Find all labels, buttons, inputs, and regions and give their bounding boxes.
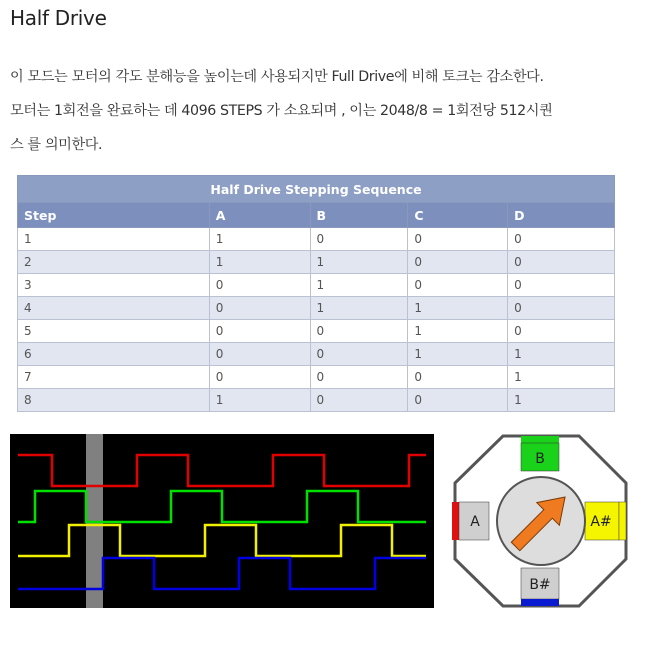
table-row bbox=[18, 251, 615, 274]
coil-b-pole bbox=[521, 436, 559, 443]
table-cell: 1 bbox=[408, 343, 508, 366]
table-cell: 0 bbox=[209, 320, 310, 343]
table-caption: Half Drive Stepping Sequence bbox=[18, 176, 615, 203]
coil-a-pole bbox=[452, 502, 459, 540]
table-cell: 0 bbox=[310, 389, 408, 412]
paragraph-line: 이 모드는 모터의 각도 분해능을 높이는데 사용되지만 Full Drive에 비해 토크는 감소한다. bbox=[10, 69, 544, 85]
paragraph-line: 모터는 1회전을 완료하는 데 4096 STEPS 가 소요되며 , 이는 2048/8 = 1회전당 512시퀀 bbox=[10, 103, 553, 119]
column-header-step: Step bbox=[18, 203, 210, 228]
table-row bbox=[18, 320, 615, 343]
table-row bbox=[18, 366, 615, 389]
table-cell: 7 bbox=[18, 366, 210, 389]
column-header-b: B bbox=[310, 203, 408, 228]
table-row bbox=[18, 228, 615, 251]
stepping-sequence-table bbox=[17, 175, 615, 412]
table-cell: 0 bbox=[508, 251, 615, 274]
table-cell: 1 bbox=[408, 297, 508, 320]
coil-b-sharp bbox=[521, 568, 559, 606]
table-cell: 0 bbox=[209, 274, 310, 297]
table-cell: 1 bbox=[209, 389, 310, 412]
table-cell: 6 bbox=[18, 343, 210, 366]
table-cell: 1 bbox=[310, 297, 408, 320]
table-cell: 0 bbox=[310, 228, 408, 251]
coil-a-sharp bbox=[585, 502, 626, 540]
coil-b-sharp-label: B# bbox=[529, 577, 551, 593]
coil-a-sharp-label: A# bbox=[590, 514, 612, 530]
table-row bbox=[18, 297, 615, 320]
column-header-c: C bbox=[408, 203, 508, 228]
table-cell: 0 bbox=[508, 320, 615, 343]
coil-b-label: B bbox=[535, 451, 545, 467]
table-cell: 5 bbox=[18, 320, 210, 343]
table-cell: 4 bbox=[18, 297, 210, 320]
table-cell: 0 bbox=[408, 274, 508, 297]
table-cell: 0 bbox=[508, 297, 615, 320]
table-cell: 0 bbox=[408, 366, 508, 389]
page-title: Half Drive bbox=[10, 6, 107, 30]
table-cell: 1 bbox=[508, 343, 615, 366]
motor-diagram bbox=[451, 434, 631, 608]
table-cell: 1 bbox=[310, 274, 408, 297]
table-header-row bbox=[18, 203, 615, 228]
column-header-a: A bbox=[209, 203, 310, 228]
column-header-d: D bbox=[508, 203, 615, 228]
table-cell: 0 bbox=[408, 389, 508, 412]
table-cell: 1 bbox=[209, 251, 310, 274]
description-paragraph bbox=[10, 60, 650, 162]
table-row bbox=[18, 343, 615, 366]
table-cell: 0 bbox=[310, 343, 408, 366]
table-cell: 0 bbox=[508, 274, 615, 297]
table-cell: 1 bbox=[18, 228, 210, 251]
table-cell: 8 bbox=[18, 389, 210, 412]
table-cell: 1 bbox=[408, 320, 508, 343]
table-cell: 0 bbox=[310, 320, 408, 343]
paragraph-line: 스 를 의미한다. bbox=[10, 137, 103, 153]
coil-a-sharp-pole bbox=[619, 502, 626, 540]
coil-a-label: A bbox=[470, 514, 480, 530]
coil-a bbox=[452, 502, 489, 540]
table-cell: 0 bbox=[408, 228, 508, 251]
coil-b-sharp-pole bbox=[521, 599, 559, 606]
table-cell: 0 bbox=[408, 251, 508, 274]
table-cell: 0 bbox=[209, 366, 310, 389]
table-cell: 1 bbox=[310, 251, 408, 274]
table-cell: 1 bbox=[209, 228, 310, 251]
table-cell: 2 bbox=[18, 251, 210, 274]
table-cell: 0 bbox=[508, 228, 615, 251]
table-cell: 0 bbox=[209, 297, 310, 320]
table-cell: 0 bbox=[310, 366, 408, 389]
table-cell: 0 bbox=[209, 343, 310, 366]
waveform-diagram bbox=[10, 434, 434, 608]
coil-b bbox=[521, 436, 559, 471]
table-row bbox=[18, 274, 615, 297]
table-row bbox=[18, 389, 615, 412]
table-cell: 1 bbox=[508, 389, 615, 412]
table-cell: 1 bbox=[508, 366, 615, 389]
table-cell: 3 bbox=[18, 274, 210, 297]
